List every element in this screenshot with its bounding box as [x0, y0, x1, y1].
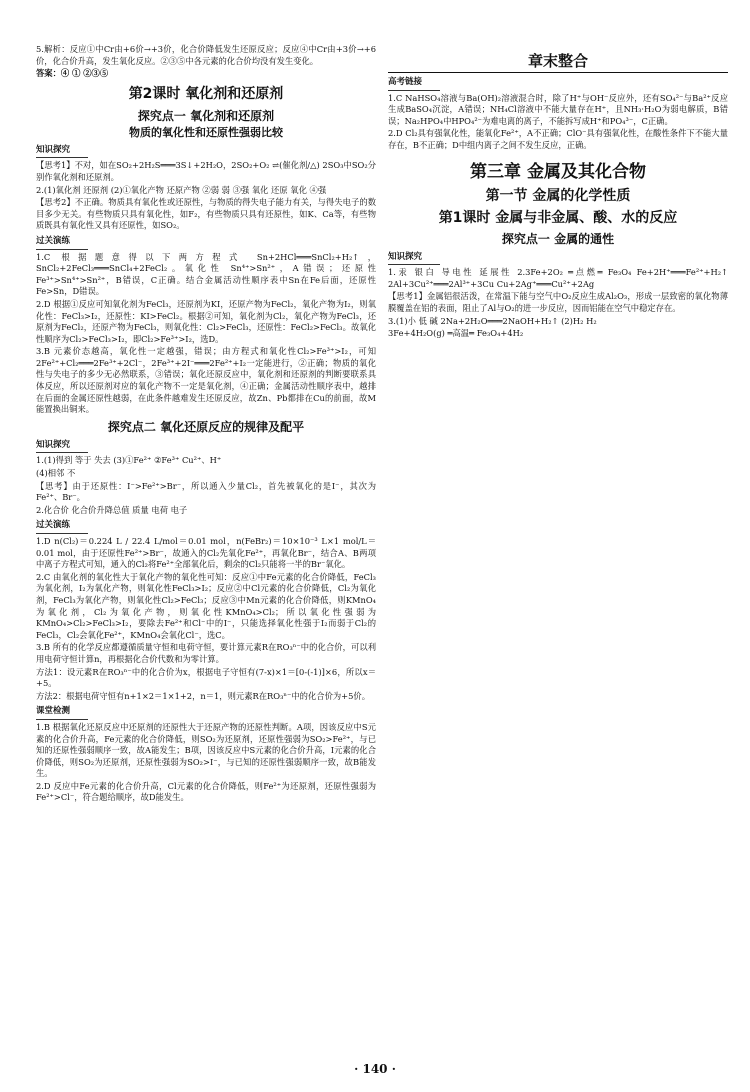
right-column [388, 44, 728, 341]
exam-tag: 高考链接 [388, 77, 728, 91]
knowledge-2-block [36, 455, 376, 516]
practice-2-block [36, 536, 376, 702]
exam-item: 2.D Cl₂具有强氧化性，能氧化Fe²⁺，A不正确；ClO⁻具有强氧化性，在酸性条件下不能大量存在，B不正确；D中组内离子之间不发生反应，正确。 [388, 128, 728, 150]
knowledge-line: 2.(1)氧化剂 还原剂 (2)①氧化产物 还原产物 ②弱 弱 ③强 氧化 还原 氧化 ④强 [36, 184, 327, 195]
practice-item: 2.D 根据①反应可知氧化剂为FeCl₃，还原剂为KI，还原产物为FeCl₂，氧化产物为I₂，则氧化性：FeCl₃>I₂，还原性：KI>FeCl₂。根据②可知，氧化剂为Cl₂，氧化产物为FeCl₃，还原剂为FeCl₂，还原产物为FeCl₃，则氧化性：Cl₂>FeCl₃，还原性：FeCl₂>FeCl₃。故氧化性顺序为Cl₂>FeCl₃>I₂，即Cl₂>Fe³⁺>I₂，选D。 [36, 298, 376, 344]
practice-item: 方法1：设元素R在RO₃ⁿ⁻中的化合价为x，根据电子守恒有(7-x)×1＝[0-(-1)]×6，所以x＝+5。 [36, 666, 376, 689]
knowledge-line: (4)相邻 不 [36, 468, 76, 479]
check-tag: 课堂检测 [36, 706, 376, 720]
lesson-title: 第2课时 氧化剂和还原剂 [128, 85, 284, 102]
answer-paragraph: 5.解析：反应①中Cr由+6价→+3价，化合价降低发生还原反应；反应④中Cr由+3价→+6价，化合价升高，发生氧化反应。②③⑤中各元素的化合价均没有发生变化。 [36, 44, 376, 66]
knowledge-line: 【思考】由于还原性：I⁻>Fe²⁺>Br⁻，所以通入少量Cl₂，首先被氧化的是I⁻，其次为Fe²⁺、Br⁻。 [36, 480, 376, 503]
knowledge-line: 1.(1)得到 等于 失去 (3)①Fe²⁺ ②Fe³⁺ Cu²⁺、H⁺ [36, 455, 222, 466]
explore-1-subtitle: 物质的氧化性和还原性强弱比较 [129, 125, 283, 139]
chapter-title: 第三章 金属及其化合物 [470, 161, 646, 182]
practice-item: 方法2：根据电荷守恒有n+1×2＝1×1+2，n＝1，则元素R在RO₃ⁿ⁻中的化合价为+5价。 [36, 690, 370, 701]
practice-1-block [36, 252, 376, 416]
page-number: · 140 · [354, 1062, 396, 1076]
left-column [36, 44, 376, 805]
explore-2-title: 探究点二 氧化还原反应的规律及配平 [107, 419, 305, 434]
knowledge-tag-1: 知识探究 [36, 145, 376, 159]
knowledge-line: 3.(1)小 低 碱 2Na+2H₂O═══2NaOH+H₂↑ (2)H₂ H₂ [388, 315, 597, 326]
practice-item: 3.B 元素价态越高，氧化性一定越强，错误；由方程式和氧化性Cl₂>Fe³⁺>I₂，可知2Fe²⁺+Cl₂═══2Fe³⁺+2Cl⁻，2Fe³⁺+2I⁻═══2Fe²⁺+I₂一定能进行，②正确；物质的氧化性与失电子的多少无必然联系，③错误；氧化还原反应中，氧化剂和还原剂的判断要联系具体反应，所以还原剂对应的氧化产物不一定是氧化剂，④正确；金属活动性顺序表中，越排在后面的金属还原性越弱，在此条件越难发生还原反应，故Zn、Pb都排在Cu的前面，故M能置换出铜来。 [36, 346, 376, 415]
intro-answer: 答案：④ ① ②③⑤ [36, 68, 109, 79]
right-knowledge-tag: 知识探究 [388, 252, 728, 266]
practice-item: 2.C 由氧化剂的氧化性大于氧化产物的氧化性可知：反应①中Fe元素的化合价降低，FeCl₃为氧化剂，I₂为氧化产物，则氧化性FeCl₃>I₂；反应②中Cl元素的化合价降低，Cl₂为氧化剂，FeCl₃为氧化产物，则氧化性Cl₂>FeCl₃；反应③中Mn元素的化合价降低，则KMnO₄为氧化剂，Cl₂为氧化产物，则氧化性KMnO₄>Cl₂；所以氧化性强弱为KMnO₄>Cl₂>FeCl₃>I₂，要除去Fe²⁺和Cl⁻中的I⁻，只能选择氧化性强于I₂而弱于Cl₂的FeCl₃，Cl₂会氧化Fe²⁺，KMnO₄会氧化Cl⁻，选C。 [36, 571, 376, 640]
practice-tag-1: 过关演练 [36, 236, 376, 250]
exam-item: 1.C NaHSO₄溶液与Ba(OH)₂溶液混合时，除了H⁺与OH⁻反应外，还有SO₄²⁻与Ba²⁺反应生成BaSO₄沉淀，A错误；NH₄Cl溶液中不能大量存在H⁺，且NH₃·H₂O为弱电解质，B错误；Na₂HPO₄中HPO₄²⁻为难电离的离子，不能拆写成H⁺和PO₄³⁻，C正确。 [388, 92, 728, 126]
knowledge-1-block [36, 160, 376, 232]
knowledge-line: 【思考1】不对，如在SO₂+2H₂S═══3S↓+2H₂O，2SO₂+O₂ ⇌(催化剂/△) 2SO₃中SO₂分别作氧化剂和还原剂。 [36, 160, 376, 182]
knowledge-line: 3Fe+4H₂O(g) ═高温═ Fe₃O₄+4H₂ [388, 328, 524, 339]
knowledge-line: 1.汞 银白 导电性 延展性 2.3Fe+2O₂ ═点燃═ Fe₃O₄ Fe+2H⁺═══Fe²⁺+H₂↑ 2Al+3Cu²⁺═══2Al³⁺+3Cu Cu+2Ag⁺═══Cu²⁺+2Ag [388, 267, 728, 289]
exam-block [388, 93, 728, 152]
right-knowledge-block [388, 267, 728, 340]
check-item: 2.D 反应中Fe元素的化合价升高，Cl元素的化合价降低，则Fe²⁺为还原剂，还原性强弱为Fe²⁺>Cl⁻，符合题给顺序，故D能发生。 [36, 780, 376, 803]
knowledge-line: 【思考2】不正确。物质具有氧化性或还原性，与物质的得失电子能力有关，与得失电子的数目多少无关。有些物质只具有氧化性，如F₂，有些物质只具有还原性，如K、Ca等，有些物质既具有氧化性又具有还原性，如SO₂。 [36, 197, 376, 231]
practice-tag-2: 过关演练 [36, 520, 376, 534]
explore-1-title: 探究点一 氧化剂和还原剂 [137, 108, 275, 123]
section-title: 第一节 金属的化学性质 [485, 187, 631, 204]
check-item: 1.B 根据氧化还原反应中还原剂的还原性大于还原产物的还原性判断。A项，因该反应中S元素的化合价升高，Fe元素的化合价降低，则SO₂为还原剂，还原性强弱为SO₂>Fe²⁺，与已知的还原性强弱顺序一致，故A能发生；B项，因该反应中S元素的化合价升高，I元素的化合价降低，则SO₂为还原剂，还原性强弱为SO₂>I⁻，与已知的还原性强弱顺序一致，故B能发生。 [36, 721, 376, 779]
knowledge-line: 【思考1】金属铝很活泼，在常温下能与空气中O₂反应生成Al₂O₃，形成一层致密的氧化物薄膜覆盖在铝的表面，阻止了Al与O₂的进一步反应，因而铝能在空气中稳定存在。 [388, 291, 728, 313]
chapter-review-title: 章末整合 [388, 50, 728, 73]
practice-item: 3.B 所有的化学反应都遵循质量守恒和电荷守恒，要计算元素R在RO₃ⁿ⁻中的化合价，可以利用电荷守恒计算n，再根据化合价代数和为零计算。 [36, 642, 376, 664]
right-explore-title: 探究点一 金属的通性 [501, 231, 615, 246]
practice-item: 1.C 根据题意得以下两方程式 Sn+2HCl═══SnCl₂+H₂↑，SnCl₂+2FeCl₃═══SnCl₄+2FeCl₂。氧化性 Sn⁴⁺>Sn²⁺，A错误；还原性 Fe³⁺>Sn⁴⁺>Sn²⁺，B错误，C正确。结合金属活动性顺序表中Sn在Fe后面，还原性Fe>Sn，D错误。 [36, 251, 376, 297]
knowledge-tag-2: 知识探究 [36, 440, 376, 454]
intro-items [36, 44, 376, 67]
right-lesson-title: 第1课时 金属与非金属、酸、水的反应 [438, 209, 678, 226]
knowledge-line: 2.化合价 化合价升降总值 质量 电荷 电子 [36, 504, 188, 515]
practice-item: 1.D n(Cl₂)＝0.224 L / 22.4 L/mol＝0.01 mol，n(FeBr₂)＝10×10⁻³ L×1 mol/L＝0.01 mol，由于还原性Fe²⁺>Br⁻，故通入的Cl₂先氧化Fe²⁺，再氧化Br⁻，结合A、B两项中离子方程式可知，通入的Cl₂将Fe²⁺全部氧化后，剩余的Cl₂只能将一半的Br⁻氧化。 [36, 536, 376, 570]
check-block [36, 722, 376, 804]
